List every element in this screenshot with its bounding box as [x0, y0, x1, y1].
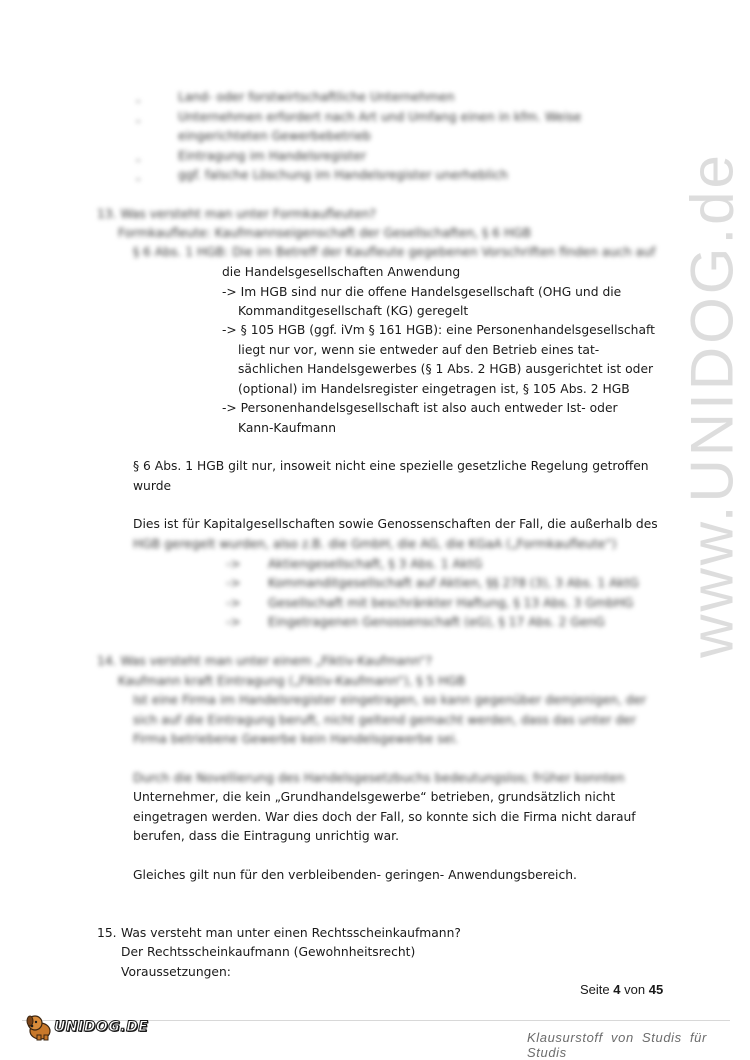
text-line: eingetragen werden. War dies doch der Fall, so konnte sich die Firma nicht darauf [133, 810, 636, 824]
bullet-marker: - [136, 94, 141, 108]
text-line: Kann-Kaufmann [238, 421, 337, 435]
blurred-line: HGB geregelt wurden, also z.B. die GmbH, die AG, die KGaA („Formkaufleute“) [133, 537, 617, 551]
bullet-marker: - [136, 114, 141, 128]
text-line: wurde [133, 479, 172, 493]
arrow-marker: -> [226, 596, 241, 610]
blurred-arrow-item: Kommanditgesellschaft auf Aktien, §§ 278 (3), 3 Abs. 1 AktG [268, 576, 639, 590]
q13-paragraph: § 6 Abs. 1 HGB: Die im Betreff der Kaufleute gegebenen Vorschriften finden auch auf [133, 245, 656, 259]
question-15: Was versteht man unter einen Rechtsscheinkaufmann? [121, 926, 461, 940]
text-line: Der Rechtsscheinkaufmann (Gewohnheitsrecht) [121, 945, 416, 959]
text-line: Dies ist für Kapitalgesellschaften sowie Genossenschaften der Fall, die außerhalb des [133, 517, 658, 531]
text-line: Unternehmer, die kein „Grundhandelsgewerbe“ betrieben, grundsätzlich nicht [133, 790, 616, 804]
blurred-line: sich auf die Eintragung beruft, nicht geltend gemacht werden, dass das unter der [133, 713, 636, 727]
page-total: 45 [648, 982, 664, 997]
page-current: 4 [613, 982, 621, 997]
text-line: Gleiches gilt nun für den verbleibenden- geringen- Anwendungsbereich. [133, 868, 577, 882]
unidog-logo [24, 1012, 148, 1042]
text-line: Kommanditgesellschaft (KG) geregelt [238, 304, 469, 318]
question-15-number: 15. [97, 926, 117, 940]
dog-icon [24, 1012, 54, 1042]
arrow-marker: -> [226, 615, 241, 629]
blurred-bullet: eingerichteten Gewerbebetrieb [178, 129, 371, 143]
text-line: (optional) im Handelsregister eingetragen ist, § 105 Abs. 2 HGB [238, 382, 630, 396]
footer-slogan: Klausurstoff von Studis für Studis [527, 1030, 707, 1060]
arrow-marker: -> [226, 576, 241, 590]
arrow-line: -> Im HGB sind nur die offene Handelsgesellschaft (OHG und die [222, 285, 622, 299]
text-line: sächlichen Handelsgewerbes (§ 1 Abs. 2 HGB) ausgerichtet ist oder [238, 362, 654, 376]
blurred-arrow-item: Eingetragenen Genossenschaft (eG), § 17 Abs. 2 GenG [268, 615, 605, 629]
blurred-arrow-item: Aktiengesellschaft, § 3 Abs. 1 AktG [268, 557, 483, 571]
blurred-line: Durch die Novellierung des Handelsgesetzbuchs bedeutungslos; früher konnten [133, 771, 625, 785]
blurred-line: Firma betriebene Gewerbe kein Handelsgewerbe sei. [133, 732, 459, 746]
arrow-line: -> § 105 HGB (ggf. iVm § 161 HGB): eine Personenhandelsgesellschaft [222, 323, 655, 337]
question-14: 14. Was versteht man unter einem „Fiktiv-Kaufmann“? [97, 654, 433, 668]
bullet-marker: - [136, 172, 141, 186]
blurred-line: Ist eine Firma im Handelsregister eingetragen, so kann gegenüber demjenigen, der [133, 693, 647, 707]
q13-definition: Formkaufleute: Kaufmannseigenschaft der Gesellschaften, § 6 HGB [118, 226, 532, 240]
text-line: liegt nur vor, wenn sie entweder auf den Betrieb eines tat- [238, 343, 600, 357]
logo-text: UNIDOG.DE [54, 1019, 149, 1035]
text-line: berufen, dass die Eintragung unrichtig war. [133, 829, 399, 843]
blurred-arrow-item: Gesellschaft mit beschränkter Haftung, § 13 Abs. 3 GmbHG [268, 596, 634, 610]
watermark: www.UNIDOG.de [678, 152, 746, 658]
blurred-bullet: Eintragung im Handelsregister [178, 149, 366, 163]
text-line: Voraussetzungen: [121, 965, 231, 979]
question-13: 13. Was versteht man unter Formkaufleuten? [97, 207, 377, 221]
page-mid: von [624, 982, 646, 997]
text-line: die Handelsgesellschaften Anwendung [222, 265, 461, 279]
blurred-bullet: Unternehmen erfordert nach Art und Umfang einen in kfm. Weise [178, 110, 582, 124]
page-number [580, 982, 663, 997]
bullet-marker: - [136, 153, 141, 167]
blurred-bullet: ggf. falsche Löschung im Handelsregister unerheblich [178, 168, 508, 182]
q14-definition: Kaufmann kraft Eintragung („Fiktiv-Kaufmann“), § 5 HGB [118, 674, 466, 688]
page-prefix: Seite [580, 982, 610, 997]
arrow-line: -> Personenhandelsgesellschaft ist also auch entweder Ist- oder [222, 401, 618, 415]
text-line: § 6 Abs. 1 HGB gilt nur, insoweit nicht eine spezielle gesetzliche Regelung getroffen [133, 459, 649, 473]
arrow-marker: -> [226, 557, 241, 571]
blurred-bullet: Land- oder forstwirtschaftliche Unternehmen [178, 90, 455, 104]
